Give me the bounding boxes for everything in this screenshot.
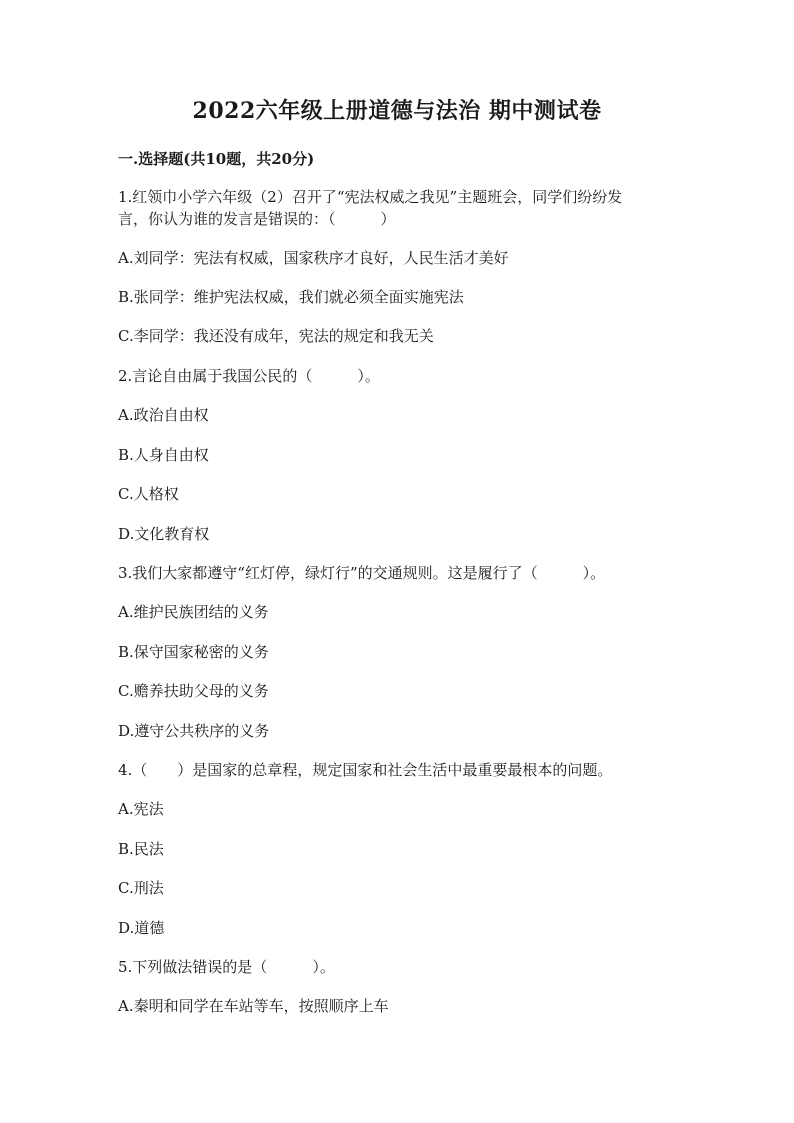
question-1-option-c: C.李同学：我还没有成年，宪法的规定和我无关 — [118, 327, 434, 345]
question-2-stem: 2.言论自由属于我国公民的（ ）。 — [118, 367, 380, 385]
question-3-option-b: B.保守国家秘密的义务 — [118, 643, 269, 661]
question-1-stem-line-2: 言，你认为谁的发言是错误的：（ ） — [118, 210, 396, 228]
question-5-stem: 5.下列做法错误的是（ ）。 — [118, 958, 335, 976]
question-2-option-d: D.文化教育权 — [118, 525, 210, 543]
question-5-option-a: A.秦明和同学在车站等车，按照顺序上车 — [118, 997, 389, 1015]
question-3-option-a: A.维护民族团结的义务 — [118, 603, 269, 621]
question-4-option-a: A.宪法 — [118, 800, 164, 818]
page-title: 2022六年级上册道德与法治 期中测试卷 — [192, 98, 602, 124]
question-1-option-a: A.刘同学：宪法有权威，国家秩序才良好，人民生活才美好 — [118, 249, 509, 267]
question-3-option-d: D.遵守公共秩序的义务 — [118, 722, 270, 740]
question-3-stem: 3.我们大家都遵守“红灯停，绿灯行”的交通规则。这是履行了（ ）。 — [118, 564, 606, 582]
question-1-stem-line-1: 1.红领巾小学六年级（2）召开了“宪法权威之我见”主题班会，同学们纷纷发 — [118, 188, 623, 206]
question-1-option-b: B.张同学：维护宪法权威，我们就必须全面实施宪法 — [118, 288, 464, 306]
question-4-stem: 4.（ ）是国家的总章程，规定国家和社会生活中最重要最根本的问题。 — [118, 761, 613, 779]
question-2-option-a: A.政治自由权 — [118, 406, 209, 424]
question-3-option-c: C.赡养扶助父母的义务 — [118, 682, 269, 700]
section-heading: 一.选择题(共10题，共20分) — [118, 150, 315, 168]
question-2-option-b: B.人身自由权 — [118, 446, 209, 464]
question-4-option-c: C.刑法 — [118, 879, 164, 897]
question-2-option-c: C.人格权 — [118, 485, 179, 503]
question-4-option-d: D.道德 — [118, 919, 165, 937]
question-4-option-b: B.民法 — [118, 840, 164, 858]
